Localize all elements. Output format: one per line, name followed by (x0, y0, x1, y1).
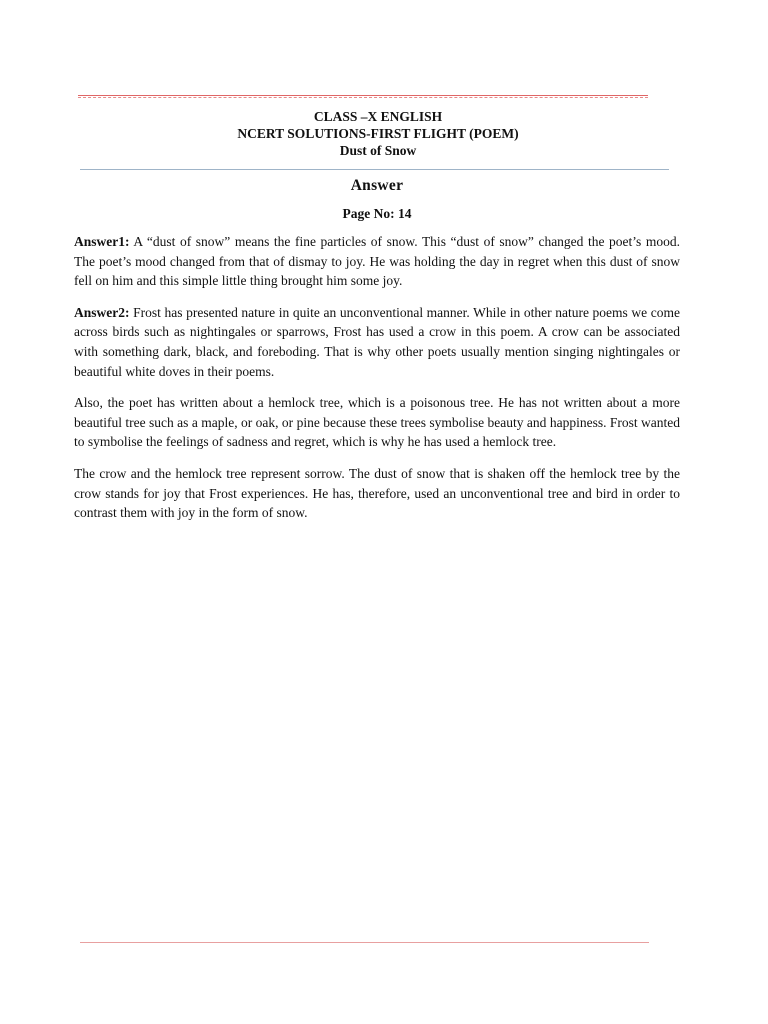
hemlock-paragraph: Also, the poet has written about a hemlock tree, which is a poisonous tree. He has not written about a more beautiful tree such as a maple, or oak, or pine because these trees symbolise beauty and happiness. Frost wanted to symbolise the feelings of sadness and regret, which is why he has used a hemlock tree. (74, 395, 680, 450)
answer-2-text: Frost has presented nature in quite an unconventional manner. While in other nature poems we come across birds such as nightingales or sparrows, Frost has used a crow in this poem. A crow can be associated with something dark, black, and foreboding. That is why other poets usually mention singing nightingales or beautiful white doves in their poems. (74, 304, 680, 379)
answer-2-paragraph (74, 303, 680, 381)
answer-1-text: A “dust of snow” means the fine particles of snow. This “dust of snow” changed the poet’s mood. The poet’s mood changed from that of dismay to joy. He was holding the day in regret when this dust of snow fell on him and this simple little thing brought him some joy. (74, 234, 680, 289)
answer-2-label: Answer2: (74, 304, 130, 320)
answer-1-label: Answer1: (74, 234, 130, 249)
poem-title: Dust of Snow (339, 143, 417, 158)
conclusion-paragraph: The crow and the hemlock tree represent sorrow. The dust of snow that is shaken off the hemlock tree by the crow stands for joy that Frost experiences. He has, therefore, used an unconventional tree and bird in order to contrast them with joy in the form of snow. (74, 465, 680, 521)
solutions-title: NCERT SOLUTIONS-FIRST FLIGHT (POEM) (237, 126, 519, 141)
footer-divider (80, 942, 649, 943)
document-header (78, 108, 678, 159)
header-bottom-divider (80, 169, 669, 170)
section-heading: Answer (350, 177, 404, 194)
answers-body (74, 232, 680, 535)
answer-1-paragraph (74, 232, 680, 291)
header-top-divider (78, 95, 648, 98)
page-number: Page No: 14 (342, 206, 412, 221)
class-title: CLASS –X ENGLISH (313, 109, 443, 124)
